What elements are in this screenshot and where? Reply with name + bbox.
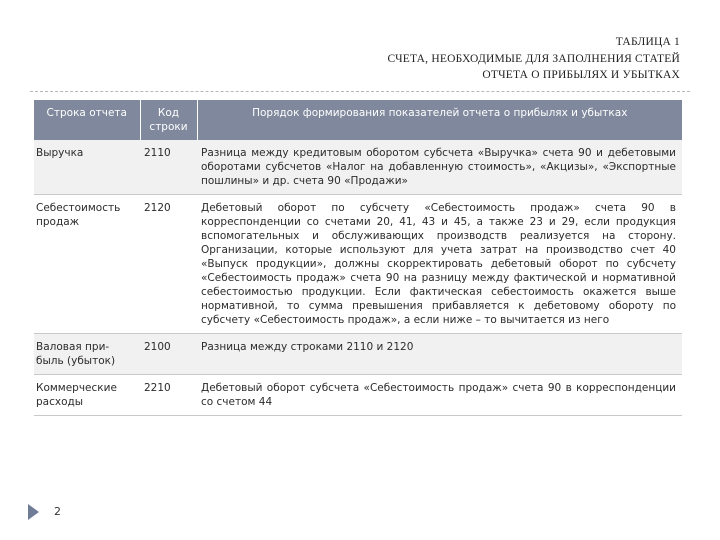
row-description: Разница между строками 2110 и 2120 xyxy=(197,334,682,375)
page-number xyxy=(28,500,68,524)
heading-divider xyxy=(30,91,690,92)
document-heading xyxy=(160,34,680,84)
row-code: 2120 xyxy=(140,195,197,334)
table-row xyxy=(34,140,682,195)
row-name: Валовая при-быль (убыток) xyxy=(34,334,140,375)
table-header-row xyxy=(34,100,682,140)
column-header-report-line: Строка отчета xyxy=(34,100,140,140)
row-name: Себестоимость продаж xyxy=(34,195,140,334)
table-row xyxy=(34,334,682,375)
column-header-procedure: Порядок формирования показателей отчета о прибылях и убытках xyxy=(197,100,682,140)
table-row xyxy=(34,195,682,334)
row-name: Коммерческие расходы xyxy=(34,375,140,416)
table-row xyxy=(34,375,682,416)
table-title-line-2: ОТЧЕТА О ПРИБЫЛЯХ И УБЫТКАХ xyxy=(482,69,680,81)
row-description: Дебетовый оборот субсчета «Себестоимость продаж» счета 90 в корреспонденции со счетом 44 xyxy=(197,375,682,416)
table-number: ТАБЛИЦА 1 xyxy=(615,36,680,48)
row-description: Дебетовый оборот по субсчету «Себестоимость продаж» счета 90 в корреспонденции со счетами 20, 41, 43 и 45, а также 23 и 29, если продукция вспомогательных и обслуживающих производств реализуется на сторону. Организации, которые используют для учета затрат на производство счет 40 «Выпуск продукции», должны скорректировать дебетовый оборот по субсчету «Себестоимость продаж» счета 90 на разницу между фактической и нормативной себестоимостью продукции. Если фактическая себестоимость окажется выше нормативной, то сумма превышения прибавляется к дебетовому обороту по субсчету «Себестоимость продаж», а если ниже – то вычитается из него xyxy=(197,195,682,334)
row-code: 2110 xyxy=(140,140,197,195)
row-code: 2210 xyxy=(140,375,197,416)
row-name: Выручка xyxy=(34,140,140,195)
accounts-table xyxy=(34,100,682,416)
row-code: 2100 xyxy=(140,334,197,375)
row-description: Разница между кредитовым оборотом субсчета «Выручка» счета 90 и дебетовыми оборотами субсчетов «Налог на добавленную стоимость», «Акцизы», «Экспортные пошлины» и др. счета 90 «Продажи» xyxy=(197,140,682,195)
column-header-line-code: Код строки xyxy=(140,100,197,140)
triangle-icon xyxy=(28,504,39,520)
table-title-line-1: СЧЕТА, НЕОБХОДИМЫЕ ДЛЯ ЗАПОЛНЕНИЯ СТАТЕЙ xyxy=(387,52,680,65)
page-number-label: 2 xyxy=(54,505,61,518)
